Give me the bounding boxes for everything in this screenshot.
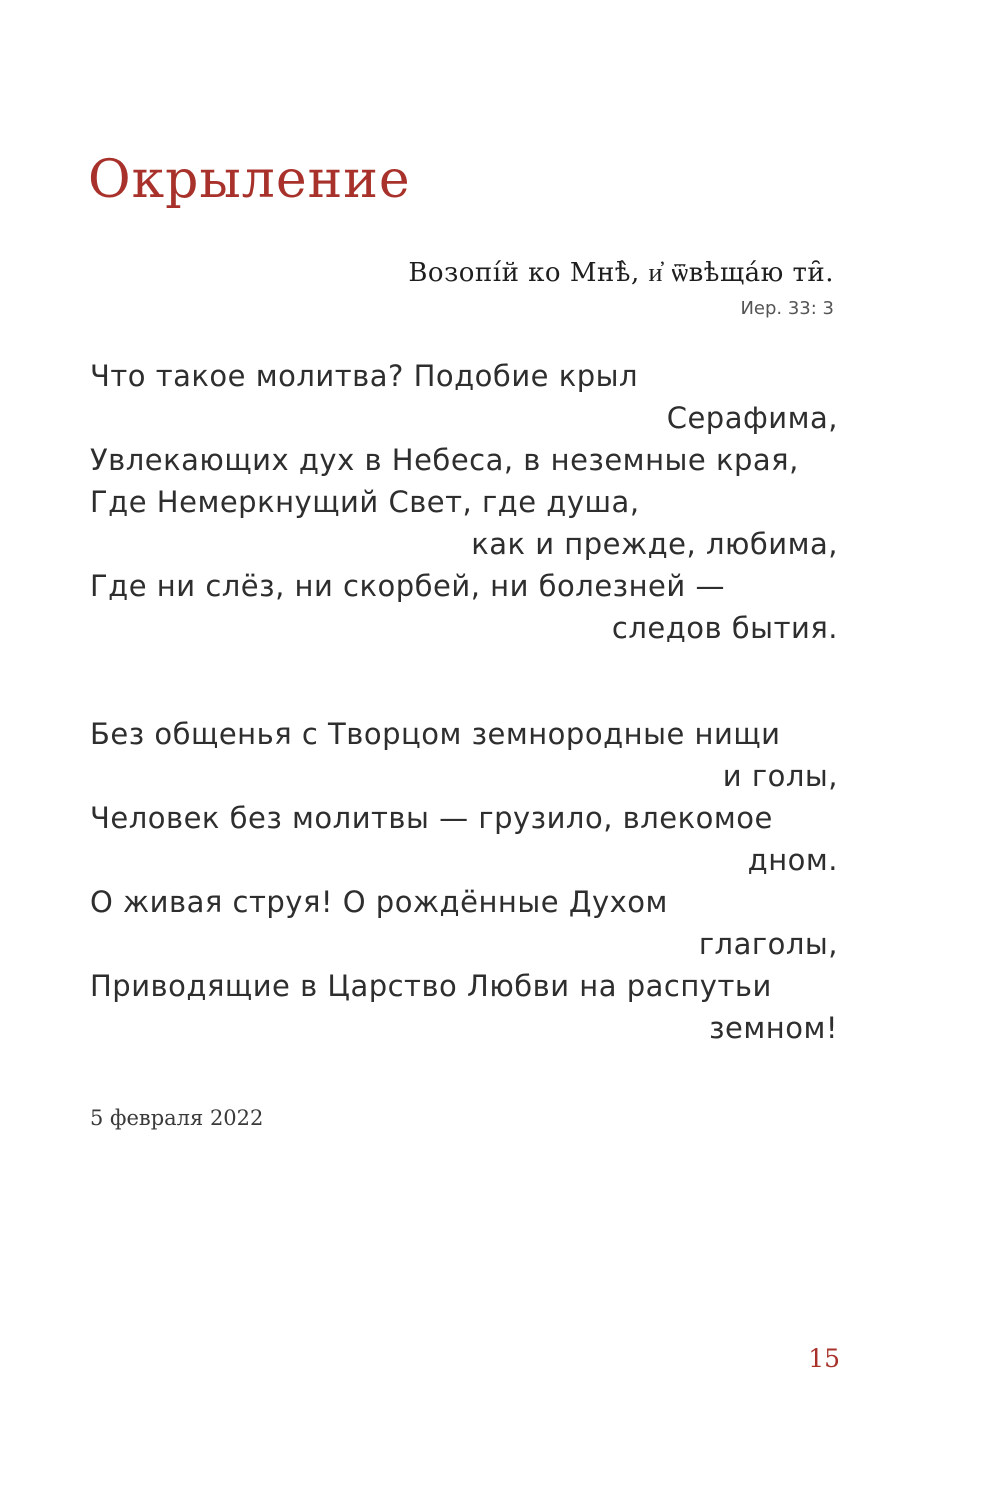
- stanza-1: [90, 355, 838, 649]
- poem-line: О живая струя! О рождённые Духом: [90, 885, 668, 919]
- poem-line: Что такое молитва? Подобие крыл: [90, 359, 639, 393]
- stanza-2: [90, 713, 838, 1049]
- poem-line: Где ни слёз, ни скорбей, ни болезней —: [90, 569, 725, 603]
- page-number: 15: [808, 1344, 840, 1373]
- poem-line: Приводящие в Царство Любви на распутьи: [90, 969, 772, 1003]
- poem-date: 5 февраля 2022: [90, 1106, 264, 1130]
- poem-line-continuation: глаголы,: [698, 927, 838, 961]
- poem-line-continuation: Серафима,: [666, 401, 838, 435]
- poem-line-continuation: следов бытия.: [611, 611, 838, 645]
- poem-line-continuation: дном.: [747, 843, 838, 877]
- poem-line: Где Немеркнущий Свет, где душа,: [90, 485, 640, 519]
- epigraph-reference: Иер. 33: 3: [740, 298, 834, 319]
- poem-title: Окрыление: [88, 150, 411, 210]
- poem-line: Человек без молитвы — грузило, влекомое: [90, 801, 773, 835]
- poem-line: Увлекающих дух в Небеса, в неземные края,: [90, 443, 799, 477]
- epigraph: [408, 258, 834, 319]
- poem-line: Без общенья с Творцом земнородные нищи: [90, 717, 781, 751]
- poem-line-continuation: и голы,: [722, 759, 838, 793]
- poem-line-continuation: как и прежде, любима,: [471, 527, 838, 561]
- poem-line-continuation: земном!: [709, 1011, 838, 1045]
- epigraph-text: Возопі́й ко Мнѣ̀, и҆ ѿвѣща́ю ти̑.: [408, 258, 834, 288]
